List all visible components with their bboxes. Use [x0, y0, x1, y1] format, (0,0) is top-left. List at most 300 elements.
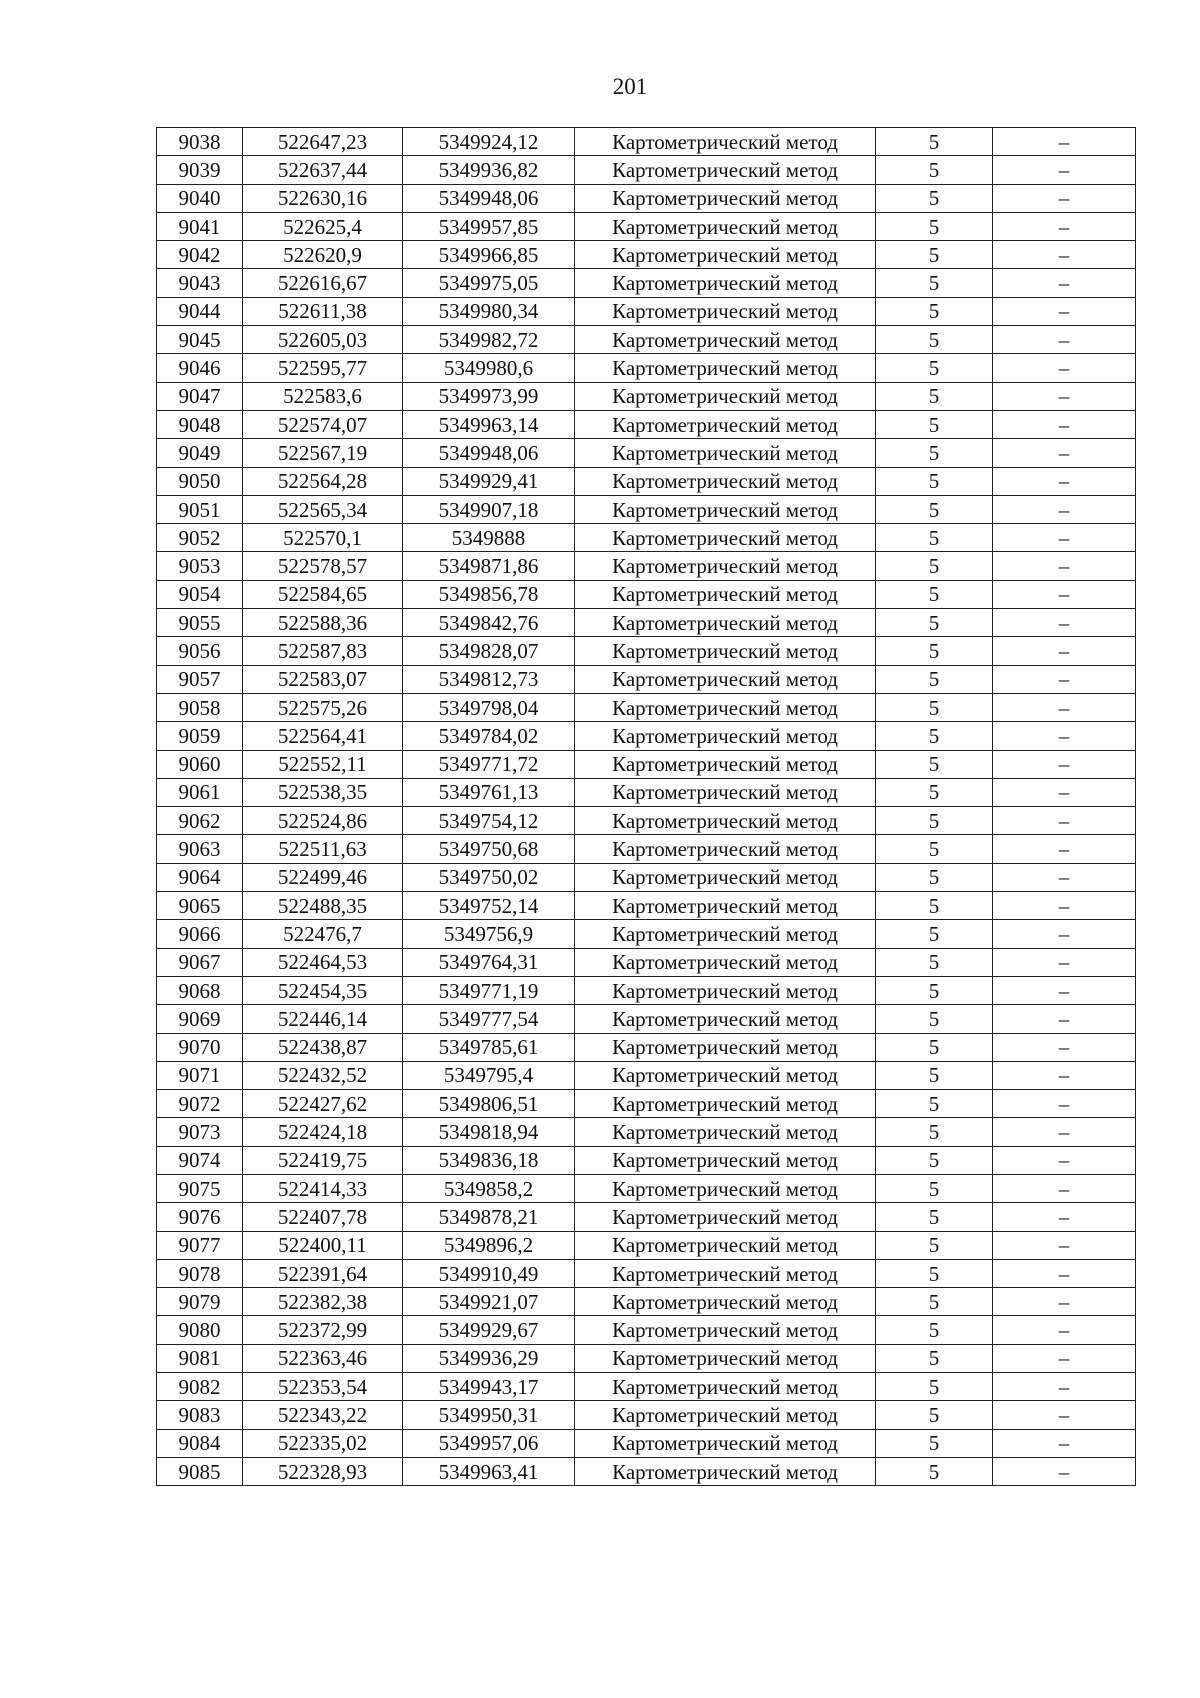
y-coordinate-cell: 5349975,05 — [403, 269, 575, 297]
method-cell: Картометрический метод — [575, 863, 876, 891]
y-coordinate-cell: 5349982,72 — [403, 326, 575, 354]
x-coordinate-cell: 522625,4 — [243, 212, 403, 240]
accuracy-cell: 5 — [876, 1174, 993, 1202]
y-coordinate-cell: 5349878,21 — [403, 1203, 575, 1231]
method-cell: Картометрический метод — [575, 410, 876, 438]
method-cell: Картометрический метод — [575, 382, 876, 410]
accuracy-cell: 5 — [876, 354, 993, 382]
point-number-cell: 9083 — [157, 1401, 243, 1429]
y-coordinate-cell: 5349777,54 — [403, 1005, 575, 1033]
point-number-cell: 9043 — [157, 269, 243, 297]
x-coordinate-cell: 522372,99 — [243, 1316, 403, 1344]
x-coordinate-cell: 522583,6 — [243, 382, 403, 410]
y-coordinate-cell: 5349957,06 — [403, 1429, 575, 1457]
x-coordinate-cell: 522353,54 — [243, 1373, 403, 1401]
y-coordinate-cell: 5349795,4 — [403, 1061, 575, 1089]
table-row — [157, 1118, 1136, 1146]
accuracy-cell: 5 — [876, 269, 993, 297]
accuracy-cell: 5 — [876, 326, 993, 354]
note-cell: – — [993, 920, 1136, 948]
point-number-cell: 9061 — [157, 778, 243, 806]
point-number-cell: 9074 — [157, 1146, 243, 1174]
accuracy-cell: 5 — [876, 1090, 993, 1118]
x-coordinate-cell: 522391,64 — [243, 1259, 403, 1287]
y-coordinate-cell: 5349798,04 — [403, 693, 575, 721]
y-coordinate-cell: 5349750,02 — [403, 863, 575, 891]
y-coordinate-cell: 5349754,12 — [403, 807, 575, 835]
table-row — [157, 354, 1136, 382]
accuracy-cell: 5 — [876, 920, 993, 948]
table-row — [157, 948, 1136, 976]
x-coordinate-cell: 522407,78 — [243, 1203, 403, 1231]
x-coordinate-cell: 522363,46 — [243, 1344, 403, 1372]
point-number-cell: 9070 — [157, 1033, 243, 1061]
point-number-cell: 9082 — [157, 1373, 243, 1401]
accuracy-cell: 5 — [876, 1259, 993, 1287]
point-number-cell: 9065 — [157, 892, 243, 920]
table-row — [157, 1061, 1136, 1089]
note-cell: – — [993, 128, 1136, 156]
coordinates-table — [156, 127, 1136, 1486]
x-coordinate-cell: 522584,65 — [243, 580, 403, 608]
table-row — [157, 241, 1136, 269]
accuracy-cell: 5 — [876, 778, 993, 806]
accuracy-cell: 5 — [876, 1203, 993, 1231]
y-coordinate-cell: 5349936,82 — [403, 156, 575, 184]
note-cell: – — [993, 665, 1136, 693]
accuracy-cell: 5 — [876, 976, 993, 1004]
table-row — [157, 807, 1136, 835]
note-cell: – — [993, 1457, 1136, 1485]
y-coordinate-cell: 5349828,07 — [403, 637, 575, 665]
x-coordinate-cell: 522414,33 — [243, 1174, 403, 1202]
accuracy-cell: 5 — [876, 948, 993, 976]
table-row — [157, 495, 1136, 523]
table-row — [157, 1231, 1136, 1259]
table-row — [157, 1033, 1136, 1061]
y-coordinate-cell: 5349842,76 — [403, 609, 575, 637]
x-coordinate-cell: 522427,62 — [243, 1090, 403, 1118]
point-number-cell: 9050 — [157, 467, 243, 495]
table-row — [157, 722, 1136, 750]
method-cell: Картометрический метод — [575, 920, 876, 948]
note-cell: – — [993, 1174, 1136, 1202]
note-cell: – — [993, 750, 1136, 778]
accuracy-cell: 5 — [876, 863, 993, 891]
note-cell: – — [993, 495, 1136, 523]
point-number-cell: 9069 — [157, 1005, 243, 1033]
table-row — [157, 693, 1136, 721]
accuracy-cell: 5 — [876, 495, 993, 523]
accuracy-cell: 5 — [876, 637, 993, 665]
accuracy-cell: 5 — [876, 892, 993, 920]
table-row — [157, 835, 1136, 863]
y-coordinate-cell: 5349924,12 — [403, 128, 575, 156]
table-row — [157, 524, 1136, 552]
method-cell: Картометрический метод — [575, 495, 876, 523]
table-row — [157, 552, 1136, 580]
accuracy-cell: 5 — [876, 1401, 993, 1429]
accuracy-cell: 5 — [876, 1033, 993, 1061]
note-cell: – — [993, 892, 1136, 920]
note-cell: – — [993, 976, 1136, 1004]
y-coordinate-cell: 5349871,86 — [403, 552, 575, 580]
method-cell: Картометрический метод — [575, 1344, 876, 1372]
x-coordinate-cell: 522343,22 — [243, 1401, 403, 1429]
x-coordinate-cell: 522424,18 — [243, 1118, 403, 1146]
table-row — [157, 863, 1136, 891]
accuracy-cell: 5 — [876, 552, 993, 580]
y-coordinate-cell: 5349836,18 — [403, 1146, 575, 1174]
table-row — [157, 637, 1136, 665]
note-cell: – — [993, 467, 1136, 495]
x-coordinate-cell: 522499,46 — [243, 863, 403, 891]
y-coordinate-cell: 5349756,9 — [403, 920, 575, 948]
accuracy-cell: 5 — [876, 439, 993, 467]
accuracy-cell: 5 — [876, 1316, 993, 1344]
accuracy-cell: 5 — [876, 750, 993, 778]
note-cell: – — [993, 1288, 1136, 1316]
method-cell: Картометрический метод — [575, 1005, 876, 1033]
table-row — [157, 269, 1136, 297]
y-coordinate-cell: 5349980,6 — [403, 354, 575, 382]
table-row — [157, 920, 1136, 948]
point-number-cell: 9058 — [157, 693, 243, 721]
method-cell: Картометрический метод — [575, 552, 876, 580]
method-cell: Картометрический метод — [575, 948, 876, 976]
point-number-cell: 9077 — [157, 1231, 243, 1259]
point-number-cell: 9081 — [157, 1344, 243, 1372]
table-row — [157, 128, 1136, 156]
point-number-cell: 9055 — [157, 609, 243, 637]
point-number-cell: 9039 — [157, 156, 243, 184]
x-coordinate-cell: 522438,87 — [243, 1033, 403, 1061]
point-number-cell: 9053 — [157, 552, 243, 580]
point-number-cell: 9052 — [157, 524, 243, 552]
table-row — [157, 1090, 1136, 1118]
x-coordinate-cell: 522588,36 — [243, 609, 403, 637]
note-cell: – — [993, 1344, 1136, 1372]
table-row — [157, 1401, 1136, 1429]
method-cell: Картометрический метод — [575, 778, 876, 806]
x-coordinate-cell: 522524,86 — [243, 807, 403, 835]
x-coordinate-cell: 522400,11 — [243, 1231, 403, 1259]
point-number-cell: 9045 — [157, 326, 243, 354]
y-coordinate-cell: 5349936,29 — [403, 1344, 575, 1372]
note-cell: – — [993, 269, 1136, 297]
point-number-cell: 9080 — [157, 1316, 243, 1344]
table-row — [157, 892, 1136, 920]
y-coordinate-cell: 5349907,18 — [403, 495, 575, 523]
y-coordinate-cell: 5349948,06 — [403, 439, 575, 467]
method-cell: Картометрический метод — [575, 1061, 876, 1089]
x-coordinate-cell: 522552,11 — [243, 750, 403, 778]
table-row — [157, 1429, 1136, 1457]
y-coordinate-cell: 5349948,06 — [403, 184, 575, 212]
point-number-cell: 9059 — [157, 722, 243, 750]
accuracy-cell: 5 — [876, 1146, 993, 1174]
method-cell: Картометрический метод — [575, 1174, 876, 1202]
method-cell: Картометрический метод — [575, 835, 876, 863]
point-number-cell: 9072 — [157, 1090, 243, 1118]
accuracy-cell: 5 — [876, 665, 993, 693]
note-cell: – — [993, 1005, 1136, 1033]
table-body — [157, 128, 1136, 1486]
y-coordinate-cell: 5349910,49 — [403, 1259, 575, 1287]
accuracy-cell: 5 — [876, 128, 993, 156]
method-cell: Картометрический метод — [575, 807, 876, 835]
note-cell: – — [993, 637, 1136, 665]
table-row — [157, 297, 1136, 325]
note-cell: – — [993, 439, 1136, 467]
x-coordinate-cell: 522511,63 — [243, 835, 403, 863]
point-number-cell: 9040 — [157, 184, 243, 212]
x-coordinate-cell: 522637,44 — [243, 156, 403, 184]
note-cell: – — [993, 524, 1136, 552]
method-cell: Картометрический метод — [575, 580, 876, 608]
x-coordinate-cell: 522488,35 — [243, 892, 403, 920]
point-number-cell: 9056 — [157, 637, 243, 665]
x-coordinate-cell: 522565,34 — [243, 495, 403, 523]
note-cell: – — [993, 948, 1136, 976]
accuracy-cell: 5 — [876, 1429, 993, 1457]
accuracy-cell: 5 — [876, 722, 993, 750]
note-cell: – — [993, 778, 1136, 806]
note-cell: – — [993, 382, 1136, 410]
x-coordinate-cell: 522328,93 — [243, 1457, 403, 1485]
table-row — [157, 1259, 1136, 1287]
point-number-cell: 9042 — [157, 241, 243, 269]
table-row — [157, 326, 1136, 354]
method-cell: Картометрический метод — [575, 1259, 876, 1287]
x-coordinate-cell: 522630,16 — [243, 184, 403, 212]
y-coordinate-cell: 5349980,34 — [403, 297, 575, 325]
method-cell: Картометрический метод — [575, 665, 876, 693]
method-cell: Картометрический метод — [575, 1203, 876, 1231]
note-cell: – — [993, 552, 1136, 580]
accuracy-cell: 5 — [876, 807, 993, 835]
note-cell: – — [993, 1203, 1136, 1231]
table-row — [157, 750, 1136, 778]
note-cell: – — [993, 1061, 1136, 1089]
method-cell: Картометрический метод — [575, 892, 876, 920]
note-cell: – — [993, 722, 1136, 750]
point-number-cell: 9044 — [157, 297, 243, 325]
note-cell: – — [993, 1033, 1136, 1061]
note-cell: – — [993, 1118, 1136, 1146]
y-coordinate-cell: 5349812,73 — [403, 665, 575, 693]
accuracy-cell: 5 — [876, 580, 993, 608]
note-cell: – — [993, 326, 1136, 354]
accuracy-cell: 5 — [876, 297, 993, 325]
table-row — [157, 1344, 1136, 1372]
accuracy-cell: 5 — [876, 382, 993, 410]
method-cell: Картометрический метод — [575, 1429, 876, 1457]
note-cell: – — [993, 835, 1136, 863]
accuracy-cell: 5 — [876, 1231, 993, 1259]
x-coordinate-cell: 522432,52 — [243, 1061, 403, 1089]
table-row — [157, 1174, 1136, 1202]
method-cell: Картометрический метод — [575, 297, 876, 325]
method-cell: Картометрический метод — [575, 1316, 876, 1344]
x-coordinate-cell: 522454,35 — [243, 976, 403, 1004]
method-cell: Картометрический метод — [575, 609, 876, 637]
x-coordinate-cell: 522578,57 — [243, 552, 403, 580]
x-coordinate-cell: 522538,35 — [243, 778, 403, 806]
y-coordinate-cell: 5349888 — [403, 524, 575, 552]
y-coordinate-cell: 5349963,41 — [403, 1457, 575, 1485]
note-cell: – — [993, 410, 1136, 438]
accuracy-cell: 5 — [876, 184, 993, 212]
method-cell: Картометрический метод — [575, 156, 876, 184]
method-cell: Картометрический метод — [575, 269, 876, 297]
accuracy-cell: 5 — [876, 212, 993, 240]
note-cell: – — [993, 241, 1136, 269]
point-number-cell: 9051 — [157, 495, 243, 523]
table-row — [157, 580, 1136, 608]
point-number-cell: 9047 — [157, 382, 243, 410]
x-coordinate-cell: 522419,75 — [243, 1146, 403, 1174]
y-coordinate-cell: 5349752,14 — [403, 892, 575, 920]
table-row — [157, 976, 1136, 1004]
point-number-cell: 9049 — [157, 439, 243, 467]
x-coordinate-cell: 522564,41 — [243, 722, 403, 750]
table-row — [157, 1203, 1136, 1231]
point-number-cell: 9063 — [157, 835, 243, 863]
x-coordinate-cell: 522587,83 — [243, 637, 403, 665]
table-row — [157, 212, 1136, 240]
method-cell: Картометрический метод — [575, 1373, 876, 1401]
y-coordinate-cell: 5349771,72 — [403, 750, 575, 778]
point-number-cell: 9057 — [157, 665, 243, 693]
x-coordinate-cell: 522564,28 — [243, 467, 403, 495]
accuracy-cell: 5 — [876, 693, 993, 721]
point-number-cell: 9084 — [157, 1429, 243, 1457]
y-coordinate-cell: 5349764,31 — [403, 948, 575, 976]
method-cell: Картометрический метод — [575, 1457, 876, 1485]
table-row — [157, 410, 1136, 438]
y-coordinate-cell: 5349750,68 — [403, 835, 575, 863]
point-number-cell: 9071 — [157, 1061, 243, 1089]
y-coordinate-cell: 5349963,14 — [403, 410, 575, 438]
x-coordinate-cell: 522605,03 — [243, 326, 403, 354]
note-cell: – — [993, 580, 1136, 608]
table-row — [157, 1146, 1136, 1174]
method-cell: Картометрический метод — [575, 1231, 876, 1259]
accuracy-cell: 5 — [876, 1373, 993, 1401]
table-row — [157, 467, 1136, 495]
table-row — [157, 382, 1136, 410]
note-cell: – — [993, 863, 1136, 891]
note-cell: – — [993, 807, 1136, 835]
x-coordinate-cell: 522446,14 — [243, 1005, 403, 1033]
note-cell: – — [993, 212, 1136, 240]
table-row — [157, 1316, 1136, 1344]
accuracy-cell: 5 — [876, 1118, 993, 1146]
point-number-cell: 9038 — [157, 128, 243, 156]
accuracy-cell: 5 — [876, 835, 993, 863]
table-row — [157, 1288, 1136, 1316]
note-cell: – — [993, 1373, 1136, 1401]
note-cell: – — [993, 1316, 1136, 1344]
note-cell: – — [993, 156, 1136, 184]
point-number-cell: 9062 — [157, 807, 243, 835]
table-row — [157, 665, 1136, 693]
table-row — [157, 184, 1136, 212]
y-coordinate-cell: 5349761,13 — [403, 778, 575, 806]
x-coordinate-cell: 522611,38 — [243, 297, 403, 325]
method-cell: Картометрический метод — [575, 128, 876, 156]
x-coordinate-cell: 522476,7 — [243, 920, 403, 948]
accuracy-cell: 5 — [876, 1344, 993, 1372]
x-coordinate-cell: 522583,07 — [243, 665, 403, 693]
x-coordinate-cell: 522616,67 — [243, 269, 403, 297]
method-cell: Картометрический метод — [575, 439, 876, 467]
table-row — [157, 1005, 1136, 1033]
method-cell: Картометрический метод — [575, 326, 876, 354]
method-cell: Картометрический метод — [575, 354, 876, 382]
x-coordinate-cell: 522570,1 — [243, 524, 403, 552]
y-coordinate-cell: 5349858,2 — [403, 1174, 575, 1202]
table-row — [157, 1373, 1136, 1401]
x-coordinate-cell: 522647,23 — [243, 128, 403, 156]
y-coordinate-cell: 5349856,78 — [403, 580, 575, 608]
y-coordinate-cell: 5349943,17 — [403, 1373, 575, 1401]
point-number-cell: 9048 — [157, 410, 243, 438]
method-cell: Картометрический метод — [575, 1146, 876, 1174]
method-cell: Картометрический метод — [575, 693, 876, 721]
method-cell: Картометрический метод — [575, 241, 876, 269]
y-coordinate-cell: 5349784,02 — [403, 722, 575, 750]
note-cell: – — [993, 1231, 1136, 1259]
x-coordinate-cell: 522620,9 — [243, 241, 403, 269]
x-coordinate-cell: 522567,19 — [243, 439, 403, 467]
note-cell: – — [993, 693, 1136, 721]
accuracy-cell: 5 — [876, 241, 993, 269]
page-number: 201 — [612, 74, 648, 99]
note-cell: – — [993, 609, 1136, 637]
x-coordinate-cell: 522382,38 — [243, 1288, 403, 1316]
accuracy-cell: 5 — [876, 410, 993, 438]
accuracy-cell: 5 — [876, 524, 993, 552]
point-number-cell: 9066 — [157, 920, 243, 948]
point-number-cell: 9068 — [157, 976, 243, 1004]
x-coordinate-cell: 522335,02 — [243, 1429, 403, 1457]
method-cell: Картометрический метод — [575, 467, 876, 495]
point-number-cell: 9073 — [157, 1118, 243, 1146]
table-row — [157, 778, 1136, 806]
method-cell: Картометрический метод — [575, 184, 876, 212]
table-row — [157, 1457, 1136, 1485]
accuracy-cell: 5 — [876, 1061, 993, 1089]
method-cell: Картометрический метод — [575, 722, 876, 750]
accuracy-cell: 5 — [876, 467, 993, 495]
point-number-cell: 9076 — [157, 1203, 243, 1231]
point-number-cell: 9041 — [157, 212, 243, 240]
x-coordinate-cell: 522575,26 — [243, 693, 403, 721]
note-cell: – — [993, 1146, 1136, 1174]
point-number-cell: 9079 — [157, 1288, 243, 1316]
table-row — [157, 609, 1136, 637]
accuracy-cell: 5 — [876, 609, 993, 637]
y-coordinate-cell: 5349966,85 — [403, 241, 575, 269]
y-coordinate-cell: 5349785,61 — [403, 1033, 575, 1061]
note-cell: – — [993, 1401, 1136, 1429]
x-coordinate-cell: 522595,77 — [243, 354, 403, 382]
point-number-cell: 9085 — [157, 1457, 243, 1485]
x-coordinate-cell: 522574,07 — [243, 410, 403, 438]
y-coordinate-cell: 5349973,99 — [403, 382, 575, 410]
